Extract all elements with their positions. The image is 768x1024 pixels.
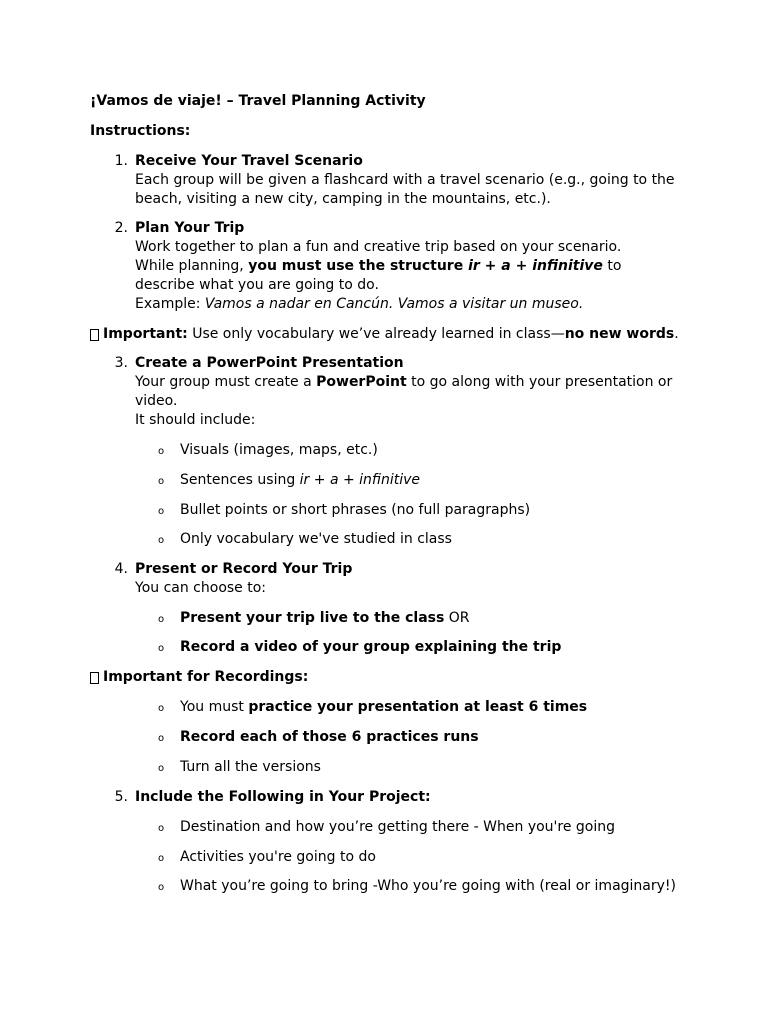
text-run: Your group must create a <box>135 374 317 390</box>
step-heading: Present or Record Your Trip <box>135 561 353 577</box>
missing-glyph-box-icon <box>90 329 99 341</box>
step-text: describe what you are going to do. <box>135 277 379 293</box>
text-run: to go along with your presentation or <box>406 374 673 390</box>
list-item <box>180 698 587 717</box>
text-run: Use only vocabulary we’ve already learned in class— <box>187 326 565 342</box>
text-run-bold: no new words <box>564 326 675 342</box>
list-item: Destination and how you’re getting there - When you're going <box>180 819 616 835</box>
step-heading: Plan Your Trip <box>135 220 245 236</box>
bullet-marker: o <box>158 882 165 893</box>
step-number: 4. <box>114 561 128 577</box>
document-title: ¡Vamos de viaje! – Travel Planning Activity <box>90 93 426 109</box>
text-run: While planning, <box>135 258 249 274</box>
bullet-marker: o <box>158 763 165 774</box>
text-run: . <box>674 326 679 342</box>
list-item: Only vocabulary we've studied in class <box>180 531 452 547</box>
bullet-marker: o <box>158 446 165 457</box>
list-item: What you’re going to bring -Who you’re going with (real or imaginary!) <box>180 878 676 894</box>
text-run-bold: you must use the structure <box>248 258 469 274</box>
step-heading: Create a PowerPoint Presentation <box>135 355 404 371</box>
step-text: Work together to plan a fun and creative trip based on your scenario. <box>135 239 622 255</box>
list-item: Visuals (images, maps, etc.) <box>180 442 378 458</box>
bullet-marker: o <box>158 733 165 744</box>
text-run-bold: practice your presentation at least 6 times <box>248 699 588 715</box>
text-run-bold-italic: ir + a + infinitive <box>468 258 603 274</box>
step-number: 3. <box>114 355 128 371</box>
step-number: 1. <box>114 153 128 169</box>
list-item: Turn all the versions <box>180 759 321 775</box>
example-text <box>135 295 583 314</box>
step-text: It should include: <box>135 412 256 428</box>
step-text: You can choose to: <box>135 580 267 596</box>
text-run: Sentences using <box>180 472 300 488</box>
list-item <box>180 609 470 628</box>
example-sentence: Vamos a nadar en Cancún. Vamos a visitar un museo. <box>204 296 584 312</box>
missing-glyph-box-icon <box>90 672 99 684</box>
list-item: Activities you're going to do <box>180 849 376 865</box>
step-text: video. <box>135 393 178 409</box>
step-heading: Receive Your Travel Scenario <box>135 153 363 169</box>
text-run-bold: PowerPoint <box>316 374 407 390</box>
step-text <box>135 373 672 392</box>
bullet-marker: o <box>158 506 165 517</box>
bullet-marker: o <box>158 823 165 834</box>
step-number: 2. <box>114 220 128 236</box>
list-item: Record a video of your group explaining the trip <box>180 639 562 655</box>
bullet-marker: o <box>158 476 165 487</box>
bullet-marker: o <box>158 643 165 654</box>
example-label: Example: <box>135 296 205 312</box>
step-number: 5. <box>114 789 128 805</box>
list-item: Bullet points or short phrases (no full paragraphs) <box>180 502 531 518</box>
instructions-label: Instructions: <box>90 123 191 139</box>
step-text: Each group will be given a flashcard with a travel scenario (e.g., going to the <box>135 172 675 188</box>
bullet-marker: o <box>158 853 165 864</box>
list-item <box>180 471 420 490</box>
text-run: OR <box>444 610 470 626</box>
bullet-marker: o <box>158 535 165 546</box>
important-label: Important: <box>103 326 188 342</box>
list-item: Record each of those 6 practices runs <box>180 729 479 745</box>
step-heading: Include the Following in Your Project: <box>135 789 431 805</box>
bullet-marker: o <box>158 703 165 714</box>
step-text <box>135 257 621 276</box>
text-run-italic: ir + a + infinitive <box>299 472 421 488</box>
important-note <box>103 325 679 344</box>
text-run: to <box>602 258 622 274</box>
text-run-bold: Present your trip live to the class <box>180 610 445 626</box>
text-run: You must <box>180 699 249 715</box>
step-text: beach, visiting a new city, camping in the mountains, etc.). <box>135 191 551 207</box>
bullet-marker: o <box>158 614 165 625</box>
important-label: Important for Recordings: <box>103 669 309 685</box>
